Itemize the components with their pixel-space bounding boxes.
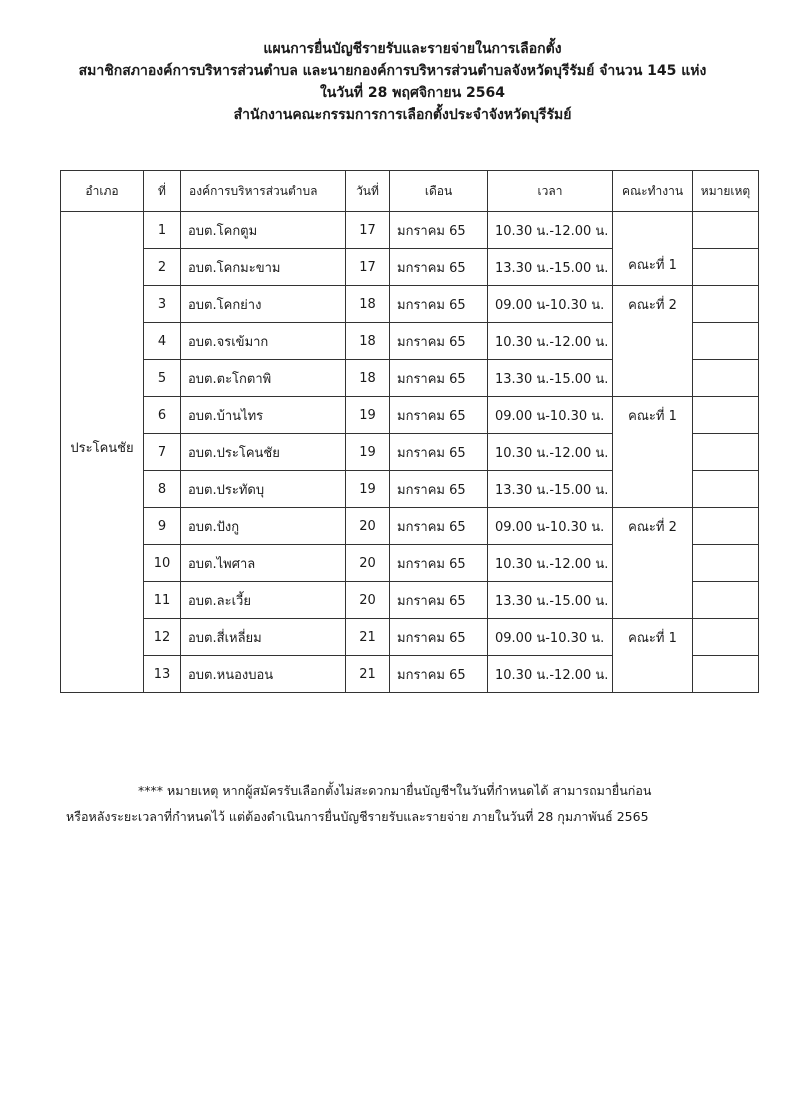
row-day: 20: [346, 508, 390, 545]
row-time: 13.30 น.-15.00 น.: [488, 249, 613, 286]
table-header-row: [61, 171, 759, 212]
row-org: อบต.โคกมะขาม: [181, 249, 346, 286]
row-month: มกราคม 65: [390, 545, 488, 582]
row-month: มกราคม 65: [390, 323, 488, 360]
row-org: อบต.สี่เหลี่ยม: [181, 619, 346, 656]
row-org: อบต.ไพศาล: [181, 545, 346, 582]
row-no: 2: [144, 249, 181, 286]
row-note: [693, 434, 759, 471]
row-month: มกราคม 65: [390, 397, 488, 434]
row-month: มกราคม 65: [390, 508, 488, 545]
row-day: 18: [346, 286, 390, 323]
title-line-1: แผนการยื่นบัญชีรายรับและรายจ่ายในการเลือกตั้ง: [263, 41, 562, 57]
col-header-month: เดือน: [390, 171, 488, 212]
row-month: มกราคม 65: [390, 286, 488, 323]
row-time: 09.00 น-10.30 น.: [488, 286, 613, 323]
row-no: 11: [144, 582, 181, 619]
row-no: 9: [144, 508, 181, 545]
row-time: 10.30 น.-12.00 น.: [488, 323, 613, 360]
row-note: [693, 286, 759, 323]
row-day: 17: [346, 212, 390, 249]
row-time: 09.00 น-10.30 น.: [488, 619, 613, 656]
title-line-3: ในวันที่ 28 พฤศจิกายน 2564: [319, 85, 506, 101]
row-month: มกราคม 65: [390, 212, 488, 249]
row-month: มกราคม 65: [390, 471, 488, 508]
col-header-team: คณะทำงาน: [613, 171, 693, 212]
row-org: อบต.ละเวี้ย: [181, 582, 346, 619]
row-note: [693, 656, 759, 693]
row-no: 1: [144, 212, 181, 249]
row-org: อบต.ตะโกตาพิ: [181, 360, 346, 397]
row-note: [693, 619, 759, 656]
row-time: 10.30 น.-12.00 น.: [488, 434, 613, 471]
col-header-day: วันที่: [346, 171, 390, 212]
row-time: 13.30 น.-15.00 น.: [488, 471, 613, 508]
row-note: [693, 212, 759, 249]
row-day: 21: [346, 619, 390, 656]
row-no: 3: [144, 286, 181, 323]
row-no: 6: [144, 397, 181, 434]
row-day: 18: [346, 360, 390, 397]
table-row: [61, 508, 759, 545]
row-no: 12: [144, 619, 181, 656]
row-time: 10.30 น.-12.00 น.: [488, 545, 613, 582]
row-org: อบต.จรเข้มาก: [181, 323, 346, 360]
table-row: [61, 397, 759, 434]
row-day: 20: [346, 582, 390, 619]
row-day: 17: [346, 249, 390, 286]
row-time: 10.30 น.-12.00 น.: [488, 212, 613, 249]
row-no: 8: [144, 471, 181, 508]
row-note: [693, 508, 759, 545]
row-day: 19: [346, 471, 390, 508]
team-cell: คณะที่ 2: [613, 508, 693, 619]
row-time: 10.30 น.-12.00 น.: [488, 656, 613, 693]
team-cell: คณะที่ 2: [613, 286, 693, 397]
row-no: 7: [144, 434, 181, 471]
row-note: [693, 323, 759, 360]
row-org: อบต.โคกตูม: [181, 212, 346, 249]
row-time: 13.30 น.-15.00 น.: [488, 582, 613, 619]
row-org: อบต.หนองบอน: [181, 656, 346, 693]
team-cell: คณะที่ 1: [613, 619, 693, 693]
col-header-org: องค์การบริหารส่วนตำบล: [181, 171, 346, 212]
row-month: มกราคม 65: [390, 249, 488, 286]
row-time: 09.00 น-10.30 น.: [488, 508, 613, 545]
title-line-4: สำนักงานคณะกรรมการการเลือกตั้งประจำจังหวัดบุรีรัมย์: [233, 107, 572, 123]
row-no: 10: [144, 545, 181, 582]
row-month: มกราคม 65: [390, 582, 488, 619]
row-note: [693, 582, 759, 619]
schedule-table: [60, 170, 759, 693]
col-header-time: เวลา: [488, 171, 613, 212]
team-cell: คณะที่ 1: [613, 397, 693, 508]
row-no: 4: [144, 323, 181, 360]
row-org: อบต.ประโคนชัย: [181, 434, 346, 471]
row-note: [693, 249, 759, 286]
row-day: 21: [346, 656, 390, 693]
row-note: [693, 471, 759, 508]
col-header-no: ที่: [144, 171, 181, 212]
table-row: [61, 619, 759, 656]
row-no: 13: [144, 656, 181, 693]
row-day: 18: [346, 323, 390, 360]
row-org: อบต.ประทัดบุ: [181, 471, 346, 508]
footnote: [0, 778, 785, 830]
row-time: 09.00 น-10.30 น.: [488, 397, 613, 434]
row-org: อบต.บ้านไทร: [181, 397, 346, 434]
col-header-note: หมายเหตุ: [693, 171, 759, 212]
row-note: [693, 545, 759, 582]
row-month: มกราคม 65: [390, 434, 488, 471]
footnote-line-2: หรือหลังระยะเวลาที่กำหนดไว้ แต่ต้องดำเนินการยื่นบัญชีรายรับและรายจ่าย ภายในวันที่ 28 กุมภาพันธ์ 2565: [66, 809, 649, 824]
document-header: [0, 38, 785, 126]
row-org: อบต.โคกย่าง: [181, 286, 346, 323]
row-day: 19: [346, 397, 390, 434]
row-month: มกราคม 65: [390, 360, 488, 397]
row-day: 19: [346, 434, 390, 471]
col-header-district: อำเภอ: [61, 171, 144, 212]
row-org: อบต.ปังกู: [181, 508, 346, 545]
row-day: 20: [346, 545, 390, 582]
row-no: 5: [144, 360, 181, 397]
table-row: [61, 286, 759, 323]
row-month: มกราคม 65: [390, 619, 488, 656]
footnote-line-1: **** หมายเหตุ หากผู้สมัครรับเลือกตั้งไม่สะดวกมายื่นบัญชีฯในวันที่กำหนดได้ สามารถมายื่นก่อน: [138, 783, 652, 798]
row-note: [693, 397, 759, 434]
table-row: [61, 212, 759, 249]
row-note: [693, 360, 759, 397]
team-cell: คณะที่ 1: [613, 212, 693, 286]
row-time: 13.30 น.-15.00 น.: [488, 360, 613, 397]
row-month: มกราคม 65: [390, 656, 488, 693]
title-line-2: สมาชิกสภาองค์การบริหารส่วนตำบล และนายกองค์การบริหารส่วนตำบลจังหวัดบุรีรัมย์ จำนวน 145 แห่ง: [78, 63, 707, 79]
district-cell: ประโคนชัย: [61, 212, 144, 693]
